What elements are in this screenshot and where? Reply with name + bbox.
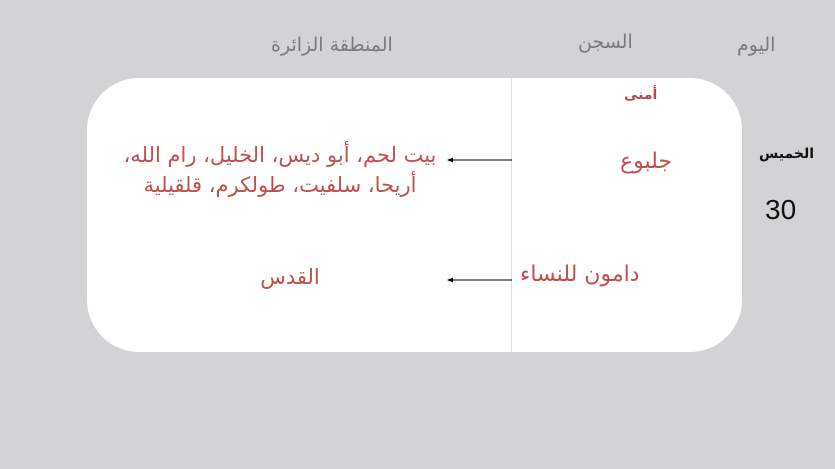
visiting-regions: بيت لحم، أبو ديس، الخليل، رام الله، أريحا، سلفيت، طولكرم، قلقيلية <box>123 143 437 197</box>
header-prison: السجن <box>578 31 633 53</box>
date-number: 30 <box>765 194 797 225</box>
header-visiting-region: المنطقة الزائرة <box>271 34 393 56</box>
security-label: أمنى <box>624 87 658 103</box>
prison-name: جلبوع <box>620 149 673 174</box>
schedule-card <box>87 78 742 352</box>
prison-name: دامون للنساء <box>520 262 640 287</box>
header-day: اليوم <box>737 34 776 56</box>
column-divider <box>511 78 512 352</box>
arrow-left-icon <box>446 274 514 286</box>
arrow-left-icon <box>446 154 514 166</box>
visiting-regions: القدس <box>260 265 320 289</box>
day-name: الخميس <box>759 146 815 162</box>
